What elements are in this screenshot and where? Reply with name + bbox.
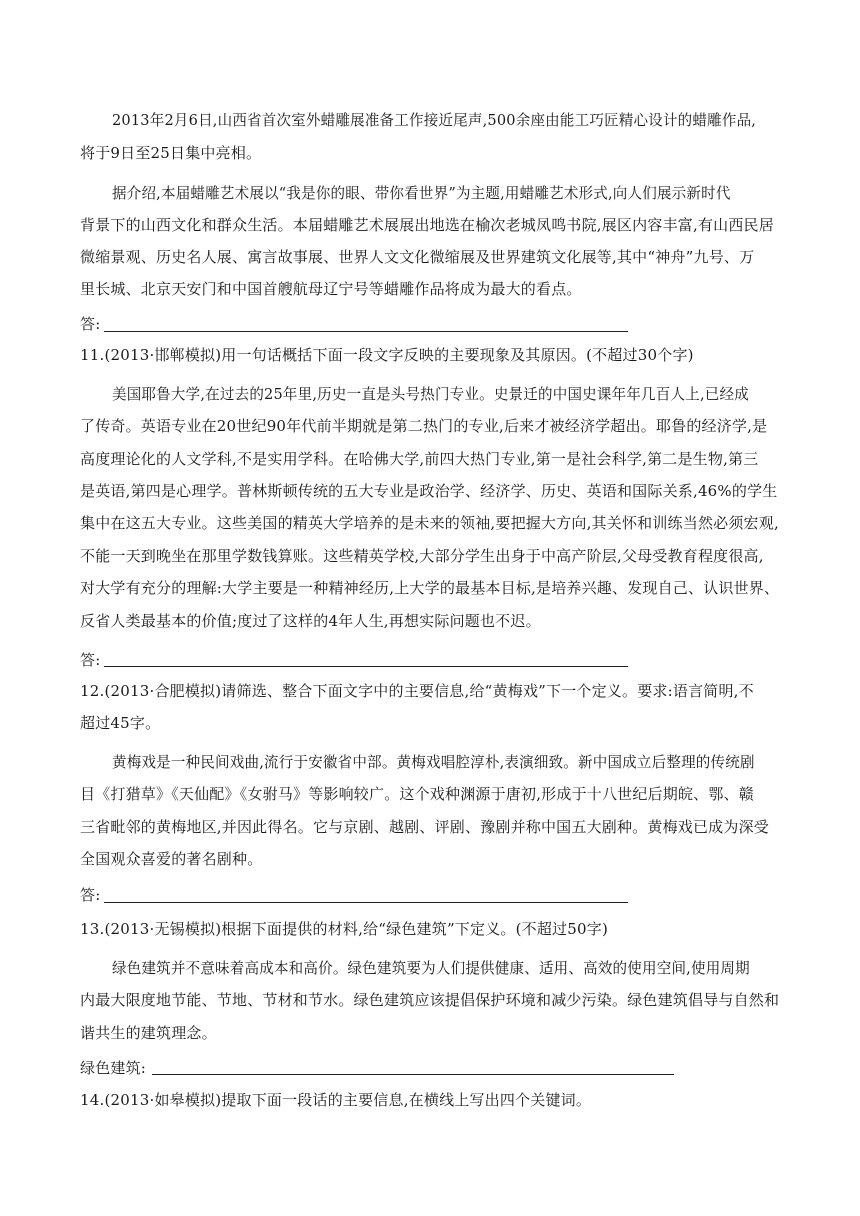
q11-line: 集中在这五大专业。这些美国的精英大学培养的是未来的领袖,要把握大方向,其关怀和训练当然必须宏观, xyxy=(80,514,779,532)
question-12-title-cont: 超过45字。 xyxy=(80,714,161,732)
q11-line: 美国耶鲁大学,在过去的25年里,历史一直是头号热门专业。史景迁的中国史课年年几百人上,已经成 xyxy=(112,385,749,403)
question-11-title: 11.(2013·邯郸模拟)用一句话概括下面一段文字反映的主要现象及其原因。(不超过30个字) xyxy=(80,346,694,364)
q11-line: 高度理论化的人文学科,不是实用学科。在哈佛大学,前四大热门专业,第一是社会科学,第二是生物,第三 xyxy=(80,450,759,468)
answer-blank[interactable] xyxy=(104,902,628,903)
passage-line: 据介绍,本届蜡雕艺术展以“我是你的眼、带你看世界”为主题,用蜡雕艺术形式,向人们展示新时代 xyxy=(112,184,731,202)
q11-line: 不能一天到晚坐在那里学数钱算账。这些精英学校,大部分学生出身于中高产阶层,父母受教育程度很高, xyxy=(80,547,764,565)
answer-label: 答: xyxy=(80,651,101,669)
q13-line: 绿色建筑并不意味着高成本和高价。绿色建筑要为人们提供健康、适用、高效的使用空间,使用周期 xyxy=(112,959,750,977)
passage-line: 2013年2月6日,山西省首次室外蜡雕展准备工作接近尾声,500余座由能工巧匠精心设计的蜡雕作品, xyxy=(112,111,757,129)
answer-label: 答: xyxy=(80,886,101,904)
q13-line: 谐共生的建筑理念。 xyxy=(80,1024,217,1042)
passage-line: 背景下的山西文化和群众生活。本届蜡雕艺术展展出地选在榆次老城凤鸣书院,展区内容丰富,有山西民居 xyxy=(80,216,774,234)
question-13-title: 13.(2013·无锡模拟)根据下面提供的材料,给“绿色建筑”下定义。(不超过50字) xyxy=(80,920,608,938)
q11-line: 是英语,第四是心理学。普林斯顿传统的五大专业是政治学、经济学、历史、英语和国际关系,46%的学生 xyxy=(80,482,778,500)
q11-line: 反省人类最基本的价值;度过了这样的4年人生,再想实际问题也不迟。 xyxy=(80,612,541,630)
q13-line: 内最大限度地节能、节地、节材和节水。绿色建筑应该提倡保护环境和减少污染。绿色建筑倡导与自然和 xyxy=(80,991,780,1009)
answer-blank[interactable] xyxy=(152,1074,674,1075)
q12-line: 黄梅戏是一种民间戏曲,流行于安徽省中部。黄梅戏唱腔淳朴,表演细致。新中国成立后整理的传统剧 xyxy=(112,753,755,771)
answer-blank[interactable] xyxy=(104,331,628,332)
q11-line: 对大学有充分的理解:大学主要是一种精神经历,上大学的最基本目标,是培养兴趣、发现自己、认识世界、 xyxy=(80,579,780,597)
green-building-label: 绿色建筑: xyxy=(80,1059,147,1077)
question-14-title: 14.(2013·如皋模拟)提取下面一段话的主要信息,在横线上写出四个关键词。 xyxy=(80,1091,592,1109)
q12-line: 三省毗邻的黄梅地区,并因此得名。它与京剧、越剧、评剧、豫剧并称中国五大剧种。黄梅戏已成为深受 xyxy=(80,818,769,836)
answer-label: 答: xyxy=(80,315,101,333)
passage-line: 里长城、北京天安门和中国首艘航母辽宁号等蜡雕作品将成为最大的看点。 xyxy=(80,280,582,298)
passage-line: 将于9日至25日集中亮相。 xyxy=(80,144,262,162)
q11-line: 了传奇。英语专业在20世纪90年代前半期就是第二热门的专业,后来才被经济学超出。耶鲁的经济学,是 xyxy=(80,417,768,435)
answer-blank[interactable] xyxy=(104,666,628,667)
passage-line: 微缩景观、历史名人展、寓言故事展、世界人文文化微缩展及世界建筑文化展等,其中“神舟”九号、万 xyxy=(80,248,755,266)
q12-line: 目《打猎草》《天仙配》《女驸马》等影响较广。这个戏种渊源于唐初,形成于十八世纪后期皖、鄂、赣 xyxy=(80,785,754,803)
question-12-title: 12.(2013·合肥模拟)请筛选、整合下面文字中的主要信息,给“黄梅戏”下一个定义。要求:语言简明,不 xyxy=(80,682,754,700)
q12-line: 全国观众喜爱的著名剧种。 xyxy=(80,850,263,868)
